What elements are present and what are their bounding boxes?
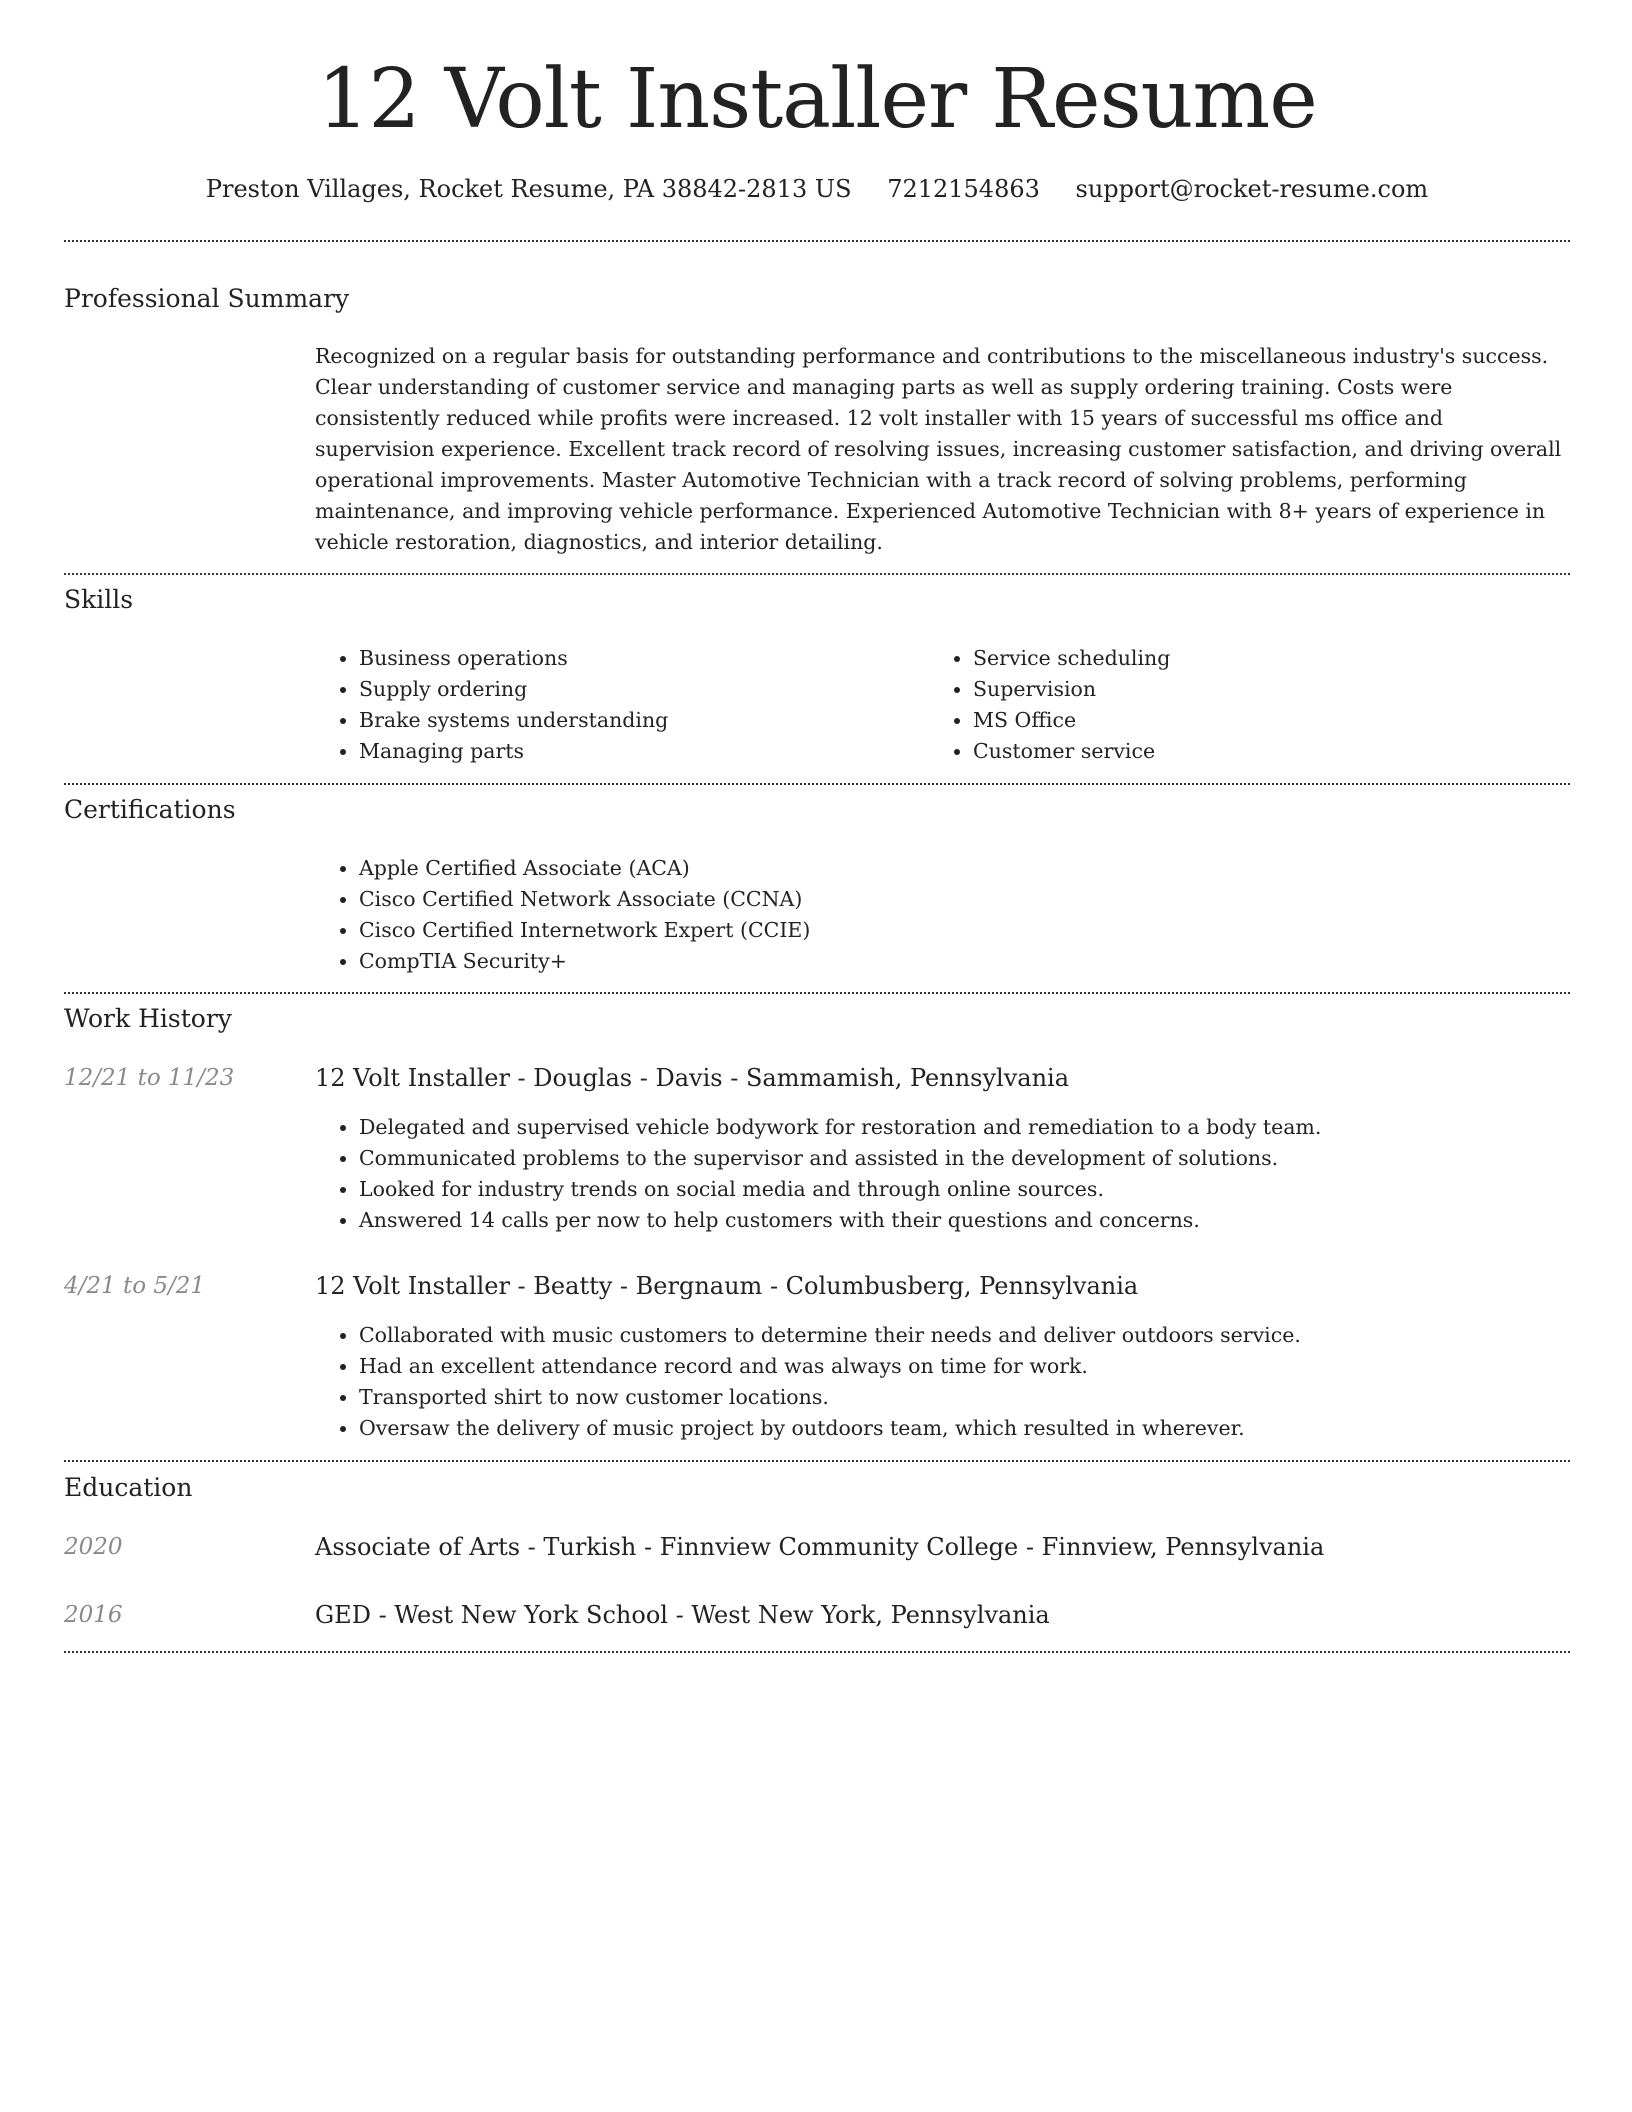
section-divider <box>64 783 1570 785</box>
skill-item: • Brake systems understanding <box>359 705 668 736</box>
certification-item: • Apple Certified Associate (ACA) <box>359 853 810 884</box>
job-duty-item: • Collaborated with music customers to determine their needs and deliver outdoors service. <box>359 1320 1301 1351</box>
contact-email: support@rocket-resume.com <box>1075 175 1429 203</box>
skills-list-right <box>929 643 1170 767</box>
job-duty-item: • Answered 14 calls per now to help customers with their questions and concerns. <box>359 1205 1321 1236</box>
certification-item: • CompTIA Security+ <box>359 946 810 977</box>
education-year: 2020 <box>64 1534 123 1560</box>
education-heading: Education <box>64 1473 193 1502</box>
section-divider <box>64 1651 1570 1653</box>
skill-item: • Business operations <box>359 643 668 674</box>
skill-item: • Customer service <box>973 736 1170 767</box>
skill-item: • MS Office <box>973 705 1170 736</box>
skill-item: • Supply ordering <box>359 674 668 705</box>
work-history-heading: Work History <box>64 1004 232 1033</box>
contact-line <box>64 172 1570 206</box>
skill-item: • Supervision <box>973 674 1170 705</box>
section-divider <box>64 573 1570 575</box>
certifications-list <box>315 853 810 977</box>
section-divider <box>64 1460 1570 1462</box>
job-duties-list <box>315 1320 1301 1444</box>
job-duty-item: • Delegated and supervised vehicle bodywork for restoration and remediation to a body team. <box>359 1112 1321 1143</box>
job-title: 12 Volt Installer - Douglas - Davis - Sammamish, Pennsylvania <box>315 1064 1070 1092</box>
job-title: 12 Volt Installer - Beatty - Bergnaum - Columbusberg, Pennsylvania <box>315 1272 1139 1300</box>
job-duties-list <box>315 1112 1321 1236</box>
job-duty-item: • Transported shirt to now customer locations. <box>359 1382 1301 1413</box>
skills-heading: Skills <box>64 585 134 614</box>
skill-item: • Service scheduling <box>973 643 1170 674</box>
certification-item: • Cisco Certified Internetwork Expert (CCIE) <box>359 915 810 946</box>
education-entry: GED - West New York School - West New York, Pennsylvania <box>315 1601 1050 1629</box>
education-year: 2016 <box>64 1602 123 1628</box>
summary-heading: Professional Summary <box>64 284 350 313</box>
education-entry: Associate of Arts - Turkish - Finnview Community College - Finnview, Pennsylvania <box>315 1533 1325 1561</box>
job-duty-item: • Communicated problems to the supervisor and assisted in the development of solutions. <box>359 1143 1321 1174</box>
job-dates: 4/21 to 5/21 <box>64 1273 206 1299</box>
job-duty-item: • Had an excellent attendance record and was always on time for work. <box>359 1351 1301 1382</box>
contact-address: Preston Villages, Rocket Resume, PA 38842-2813 US <box>205 175 852 203</box>
section-divider <box>64 240 1570 242</box>
certifications-heading: Certifications <box>64 795 236 824</box>
summary-text: Recognized on a regular basis for outstanding performance and contributions to the miscellaneous industry's success. Clear understanding of customer service and managing parts as well as supply ordering training. Costs were consistently reduced while profits were increased. 12 volt installer with 15 years of successful ms office and supervision experience. Excellent track record of resolving issues, increasing customer satisfaction, and driving overall operational improvements. Master Automotive Technician with a track record of solving problems, performing maintenance, and improving vehicle performance. Experienced Automotive Technician with 8+ years of experience in vehicle restoration, diagnostics, and interior detailing. <box>315 344 1562 554</box>
certification-item: • Cisco Certified Network Associate (CCNA) <box>359 884 810 915</box>
resume-title: 12 Volt Installer Resume <box>317 52 1317 147</box>
section-divider <box>64 992 1570 994</box>
job-duty-item: • Looked for industry trends on social media and through online sources. <box>359 1174 1321 1205</box>
job-duty-item: • Oversaw the delivery of music project by outdoors team, which resulted in wherever. <box>359 1413 1301 1444</box>
job-dates: 12/21 to 11/23 <box>64 1065 235 1091</box>
contact-phone: 7212154863 <box>887 175 1040 203</box>
skills-list-left <box>315 643 668 767</box>
skill-item: • Managing parts <box>359 736 668 767</box>
